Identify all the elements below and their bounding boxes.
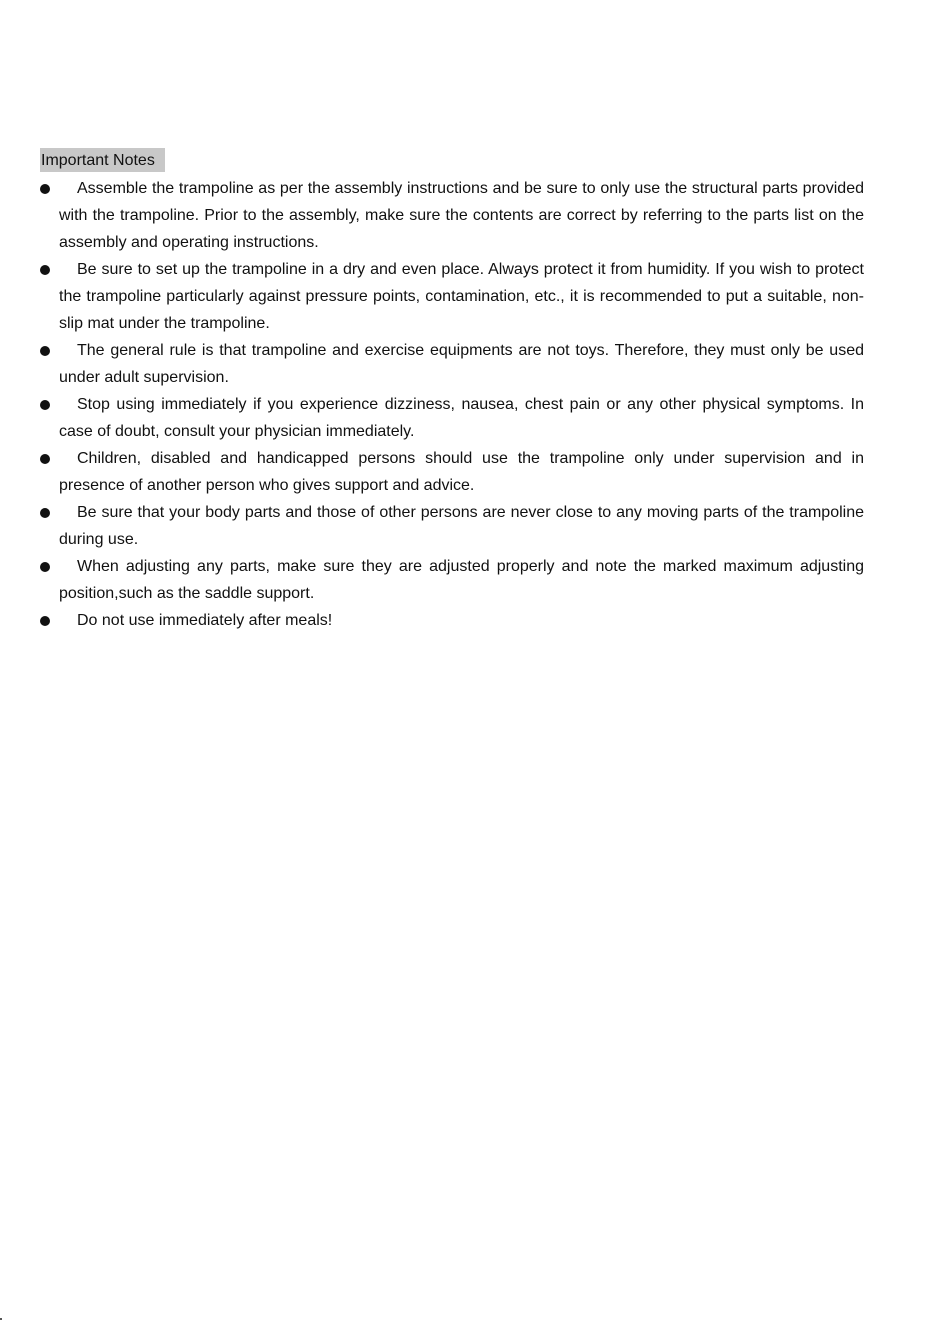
note-item-adjusting-parts	[38, 553, 864, 607]
note-text: Children, disabled and handicapped persons should use the trampoline only under supervision and in presence of another person who gives support and advice.	[59, 450, 864, 494]
note-item-adult-supervision	[38, 337, 864, 391]
note-text: When adjusting any parts, make sure they are adjusted properly and note the marked maximum adjusting position,such as the saddle support.	[59, 558, 864, 602]
bullet-icon	[40, 400, 50, 410]
note-text: Stop using immediately if you experience dizziness, nausea, chest pain or any other physical symptoms. In case of doubt, consult your physician immediately.	[59, 396, 864, 440]
bullet-icon	[40, 562, 50, 572]
note-item-stop-using	[38, 391, 864, 445]
note-item-setup-location	[38, 256, 864, 337]
note-item-moving-parts	[38, 499, 864, 553]
bullet-icon	[40, 616, 50, 626]
bullet-icon	[40, 346, 50, 356]
note-text: Do not use immediately after meals!	[77, 612, 333, 629]
note-item-children-supervision	[38, 445, 864, 499]
bullet-icon	[40, 265, 50, 275]
bullet-icon	[40, 508, 50, 518]
notes-list	[38, 175, 864, 634]
important-notes-heading: Important Notes	[40, 148, 165, 172]
note-text: Assemble the trampoline as per the assembly instructions and be sure to only use the structural parts provided with the trampoline. Prior to the assembly, make sure the contents are correct by referring to the parts list on the assembly and operating instructions.	[59, 180, 864, 251]
note-text: Be sure to set up the trampoline in a dry and even place. Always protect it from humidity. If you wish to protect the trampoline particularly against pressure points, contamination, etc., it is recommended to put a suitable, non-slip mat under the trampoline.	[59, 261, 864, 332]
note-text: Be sure that your body parts and those of other persons are never close to any moving parts of the trampoline during use.	[59, 504, 864, 548]
bullet-icon	[40, 184, 50, 194]
note-item-assembly	[38, 175, 864, 256]
page-corner-mark	[0, 1318, 2, 1320]
note-text: The general rule is that trampoline and exercise equipments are not toys. Therefore, they must only be used under adult supervision.	[59, 342, 864, 386]
bullet-icon	[40, 454, 50, 464]
note-item-after-meals	[38, 607, 864, 634]
